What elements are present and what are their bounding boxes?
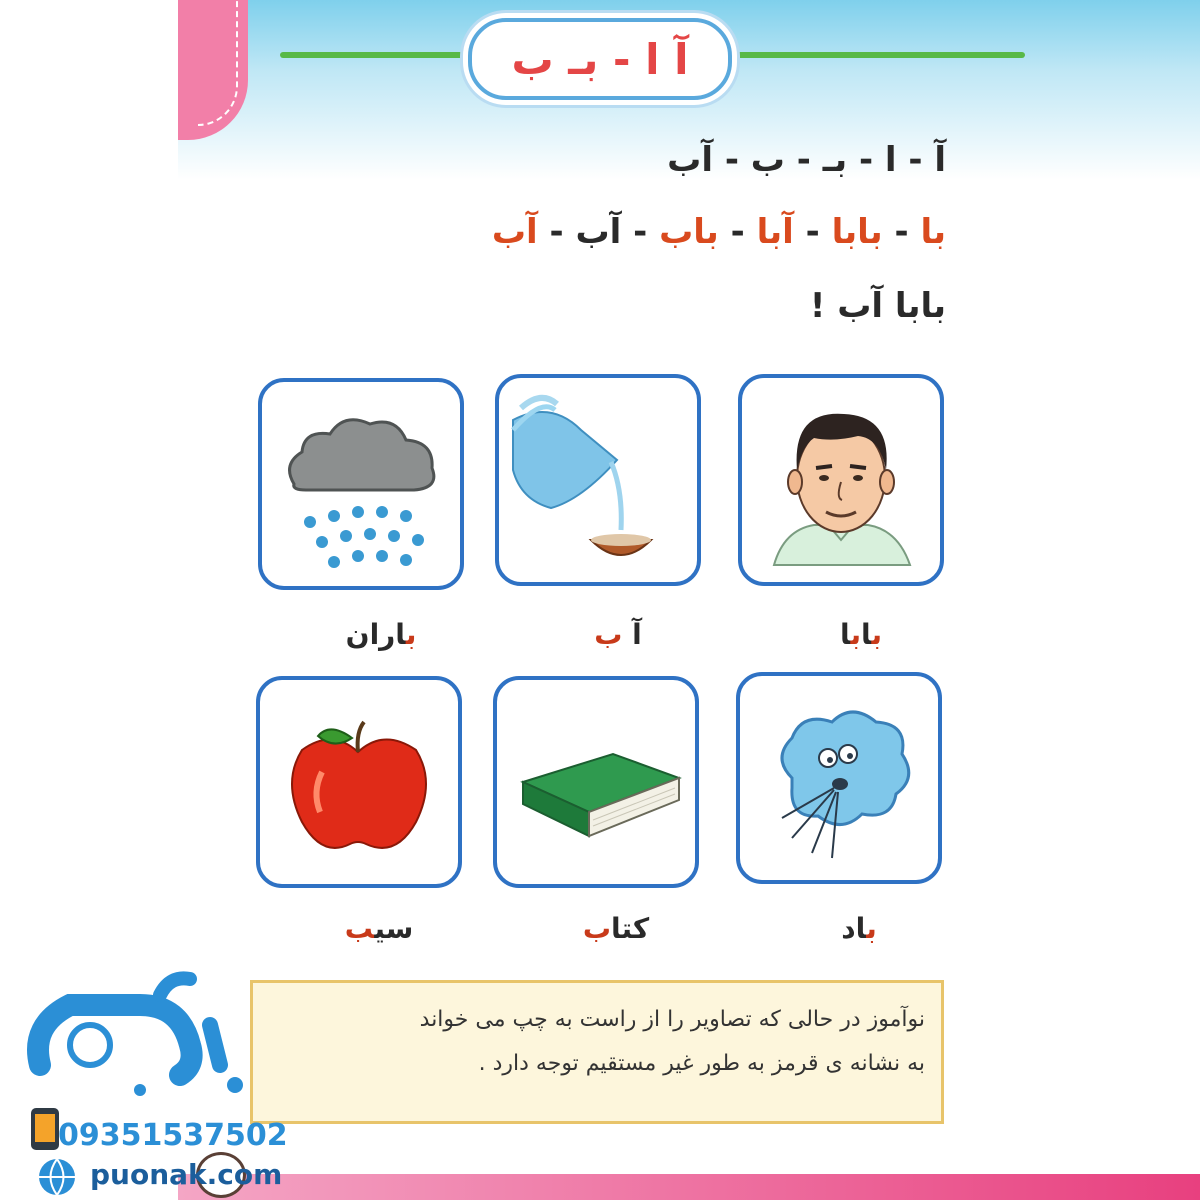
lesson-title: آ ا - بـ ب [511, 34, 689, 84]
note-line-1: نوآموز در حالی که تصاویر را از راست به چپ می خواند [419, 1007, 925, 1032]
rain-cloud-icon [274, 394, 448, 574]
caption-bad: باد [841, 912, 877, 945]
caption-ketab: کتاب [582, 912, 650, 945]
teacher-note-box [250, 980, 944, 1124]
watermark-website: puonak.com [90, 1158, 283, 1191]
card-ketab [493, 676, 699, 888]
lesson-title-badge [468, 18, 732, 100]
water-pitcher-icon [511, 390, 685, 570]
watermark-phone: 09351537502 [58, 1118, 288, 1153]
phone-icon [28, 1106, 62, 1152]
puonak-logo-icon [20, 965, 260, 1100]
word: باب [659, 212, 719, 252]
words-line: با - بابا - آبا - باب - آب - آب [491, 212, 946, 252]
word: آبا [756, 212, 794, 252]
caption-baran: باران [345, 618, 417, 651]
title-rule-right [720, 52, 1025, 58]
card-ab [495, 374, 701, 586]
card-sib [256, 676, 462, 888]
card-baran [258, 378, 464, 590]
card-bad [736, 672, 942, 884]
book-icon [509, 692, 683, 872]
caption-baba: بابا [839, 618, 883, 651]
note-line-2: به نشانه ی قرمز به طور غیر مستقیم توجه دارد . [478, 1051, 925, 1076]
word: با [920, 212, 946, 252]
word: آب [575, 212, 622, 252]
caption-ab: آ ب [594, 618, 642, 651]
word: بابا [831, 212, 883, 252]
wind-cloud-icon [752, 688, 926, 868]
globe-icon [36, 1156, 78, 1198]
word: آب [491, 212, 538, 252]
letters-line: آ - ا - بـ - ب - آب [667, 140, 946, 180]
title-rule-left [280, 52, 480, 58]
caption-sib: سیب [344, 912, 414, 945]
father-face-icon [754, 390, 928, 570]
pink-bottom-band [178, 1174, 1200, 1200]
apple-icon [272, 692, 446, 872]
card-baba [738, 374, 944, 586]
sentence-line: بابا آب ! [809, 286, 946, 326]
